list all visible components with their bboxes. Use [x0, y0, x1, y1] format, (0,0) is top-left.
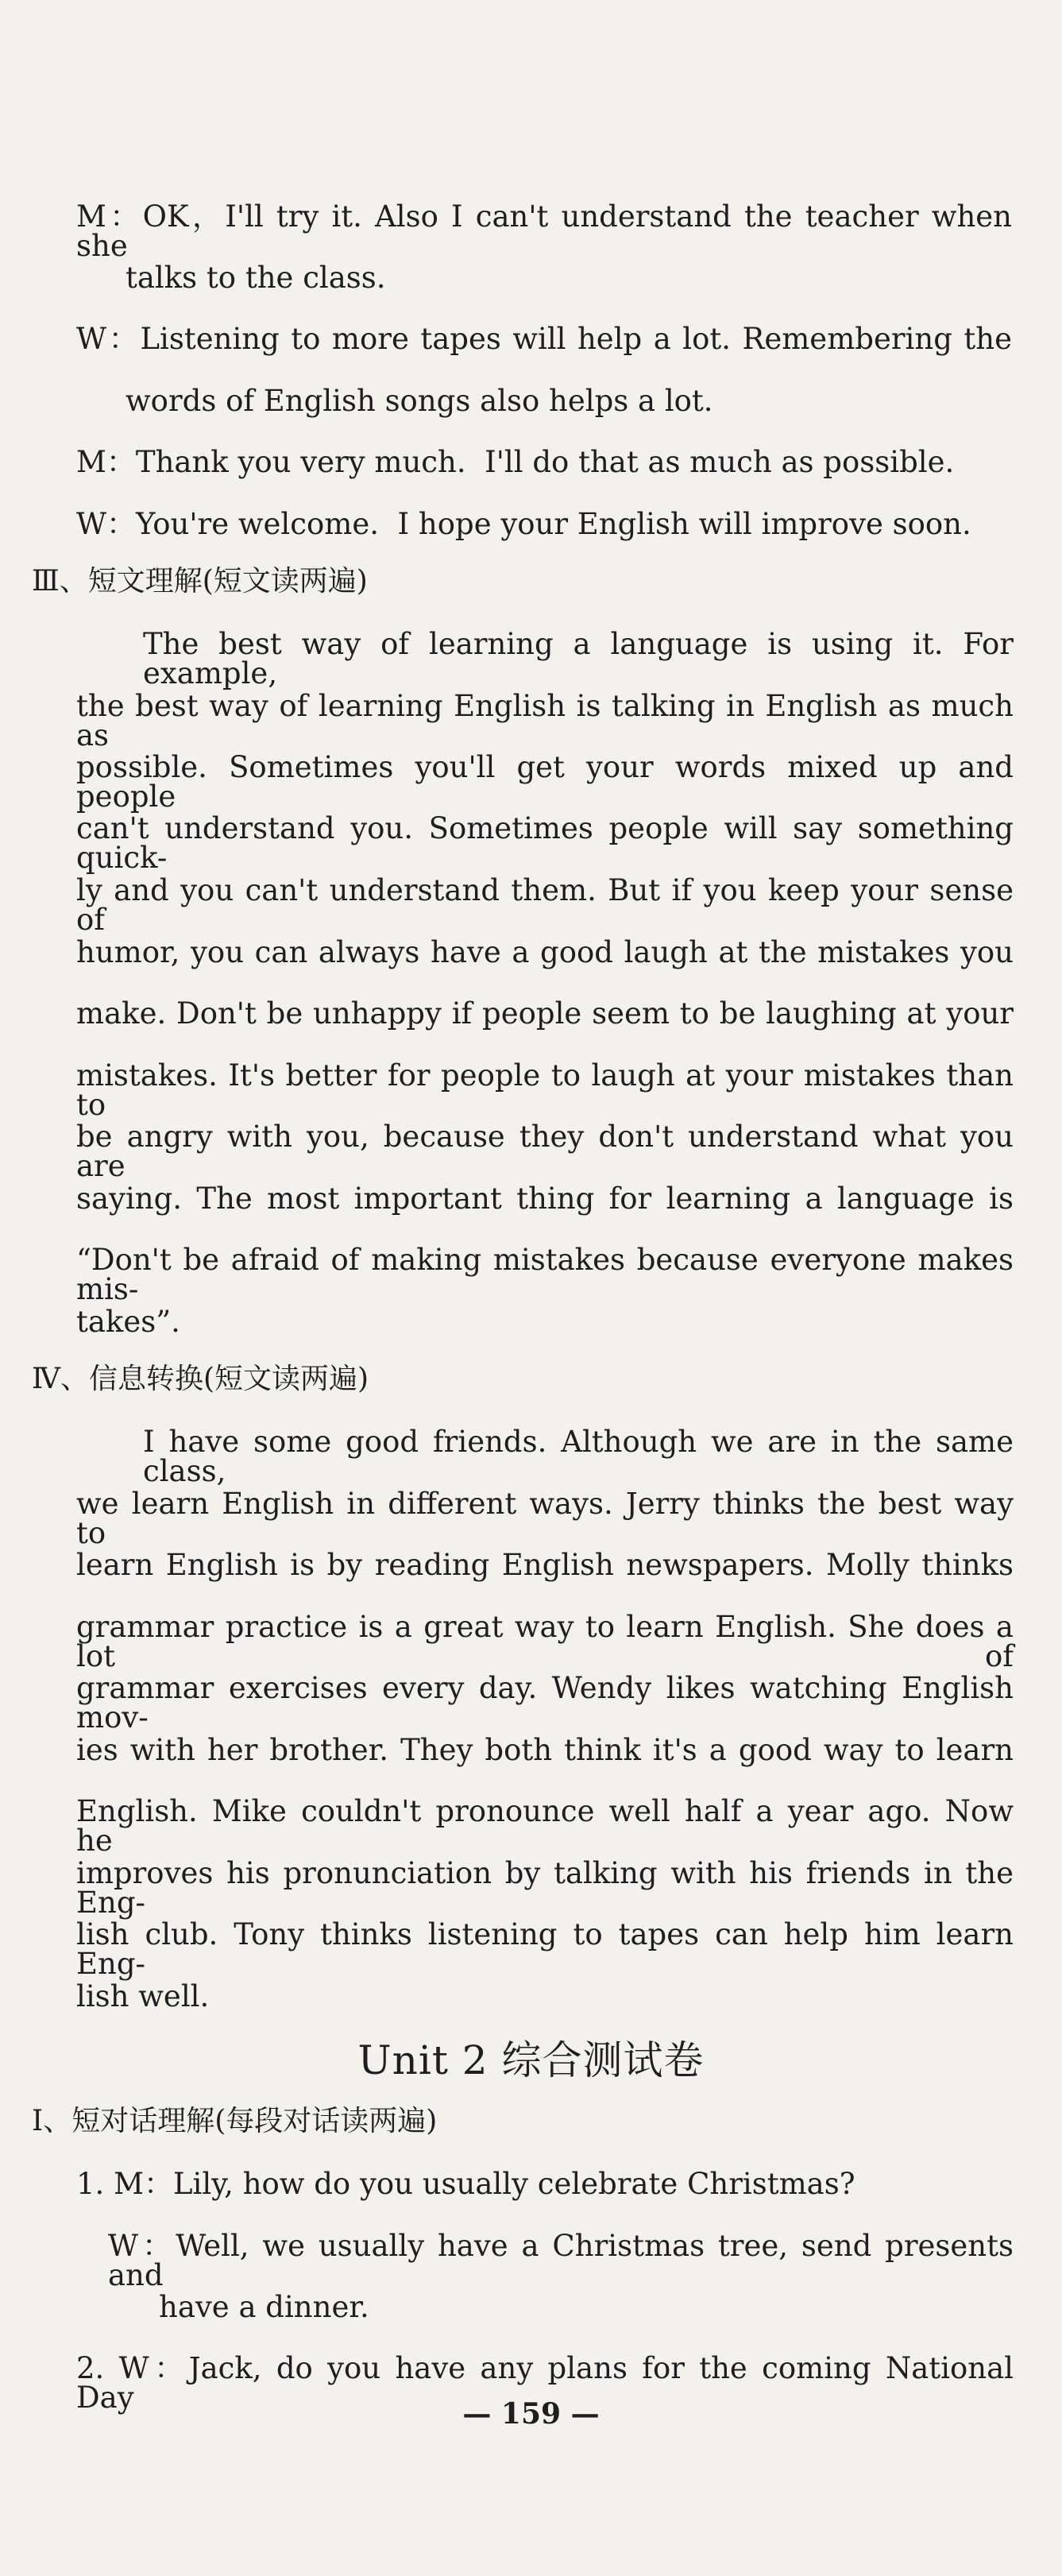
passage-line: ly and you can't understand them. But if you keep your sense of: [76, 873, 1014, 937]
question-line: 1. M：Lily, how do you usually celebrate Christmas?: [76, 2167, 855, 2201]
passage-line: grammar exercises every day. Wendy likes watching English mov-: [76, 1671, 1014, 1735]
passage-line: ies with her brother. They both think it's a good way to learn: [76, 1733, 1014, 1767]
passage-line: The best way of learning a language is using it. For example,: [143, 627, 1014, 690]
passage-line: we learn English in different ways. Jerry thinks the best way to: [76, 1487, 1014, 1550]
question-line: 2. W：Jack, do you have any plans for the coming National Day: [76, 2351, 1014, 2415]
section-heading: Ⅳ、信息转换(短文读两遍): [32, 1363, 369, 1395]
passage-line: English. Mike couldn't pronounce well half a year ago. Now he: [76, 1794, 1014, 1858]
unit-title: Unit 2 综合测试卷: [357, 2037, 705, 2083]
question-line: have a dinner.: [159, 2290, 369, 2324]
page-number: — 159 —: [462, 2397, 600, 2431]
dialogue-line: words of English songs also helps a lot.: [126, 384, 713, 418]
passage-line: humor, you can always have a good laugh at the mistakes you: [76, 935, 1014, 969]
passage-line: possible. Sometimes you'll get your words mixed up and people: [76, 750, 1014, 814]
passage-line: be angry with you, because they don't understand what you are: [76, 1120, 1014, 1183]
passage-line: learn English is by reading English newspapers. Molly thinks: [76, 1548, 1014, 1582]
question-line: W：Well, we usually have a Christmas tree, send presents and: [108, 2229, 1014, 2292]
passage-line: grammar practice is a great way to learn English. She does a lot of: [76, 1610, 1014, 1673]
passage-line: takes”.: [76, 1305, 180, 1339]
dialogue-line: talks to the class.: [126, 261, 386, 295]
passage-line: saying. The most important thing for learning a language is: [76, 1182, 1014, 1216]
passage-line: can't understand you. Sometimes people will say something quick-: [76, 811, 1014, 875]
passage-line: “Don't be afraid of making mistakes because everyone makes mis-: [76, 1243, 1014, 1306]
passage-line: lish club. Tony thinks listening to tapes can help him learn Eng-: [76, 1917, 1014, 1981]
section-heading: Ⅲ、短文理解(短文读两遍): [32, 565, 368, 598]
dialogue-line: W：You're welcome. I hope your English will improve soon.: [76, 507, 971, 541]
dialogue-line: M：Thank you very much. I'll do that as much as possible.: [76, 445, 955, 479]
section-heading: Ⅰ、短对话理解(每段对话读两遍): [32, 2105, 438, 2137]
passage-line: improves his pronunciation by talking with his friends in the Eng-: [76, 1856, 1014, 1920]
passage-line: the best way of learning English is talking in English as much as: [76, 689, 1014, 752]
passage-line: make. Don't be unhappy if people seem to be laughing at your: [76, 996, 1014, 1031]
passage-line: lish well.: [76, 1979, 210, 2013]
dialogue-line: W：Listening to more tapes will help a lot. Remembering the: [76, 322, 1012, 356]
passage-line: mistakes. It's better for people to laugh at your mistakes than to: [76, 1058, 1014, 1122]
passage-line: I have some good friends. Although we are in the same class,: [143, 1425, 1014, 1488]
dialogue-line: M：OK，I'll try it. Also I can't understand the teacher when she: [76, 199, 1012, 263]
